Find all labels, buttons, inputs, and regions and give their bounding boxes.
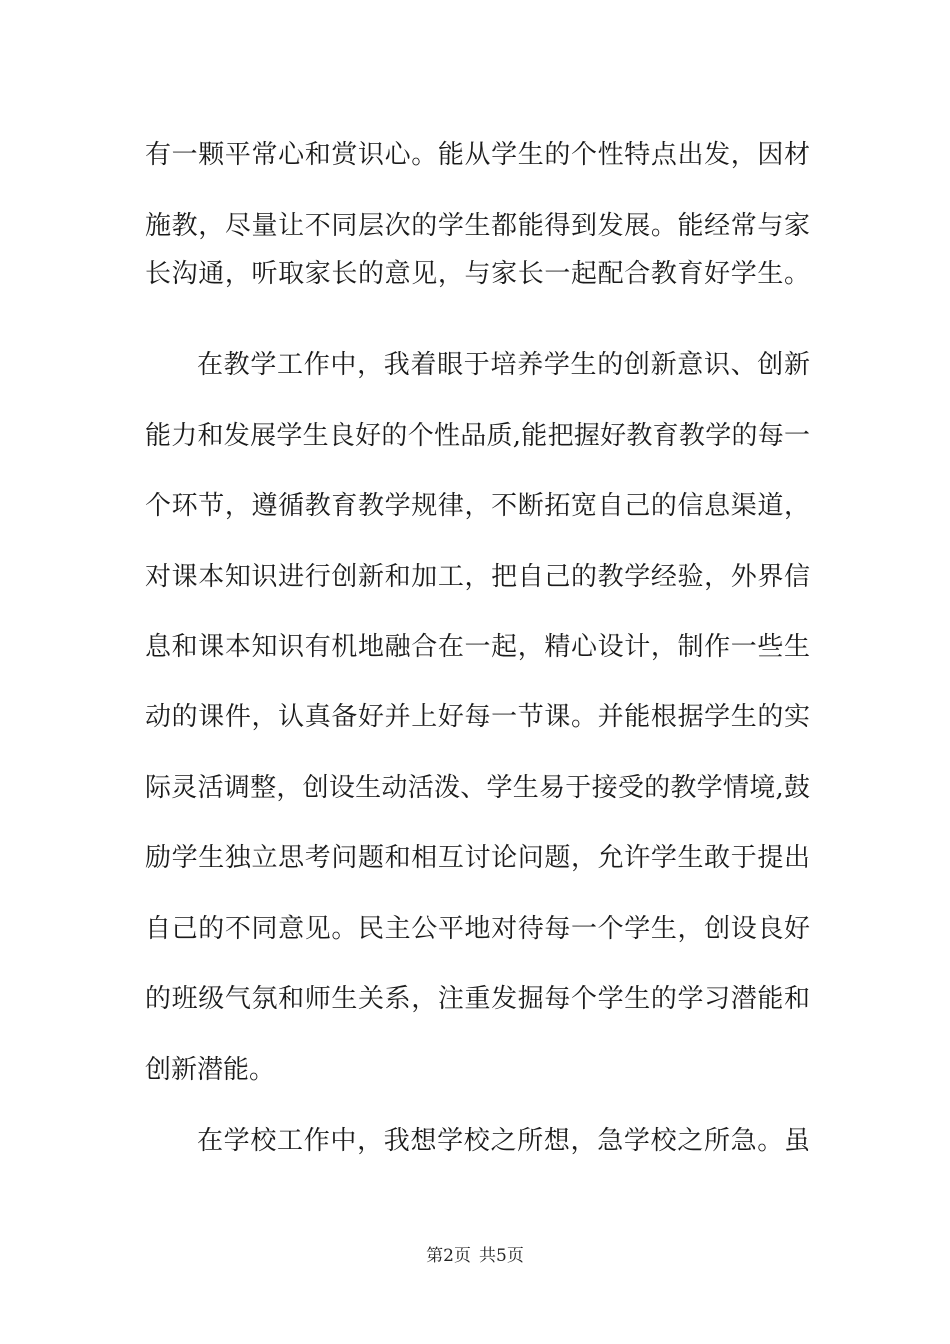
page-number: 第2页 [426,1246,471,1266]
text-line-3: 长沟通，听取家长的意见，与家长一起配合教育好学生。 [145,259,810,289]
text-line-9: 动的课件，认真备好并上好每一节课。并能根据学生的实 [145,702,810,732]
paragraph-2-line-1: 在教学工作中，我着眼于培养学生的创新意识、创新 [197,350,810,380]
paragraph-3-line-1: 在学校工作中，我想学校之所想，急学校之所急。虽 [197,1126,810,1156]
text-line-2: 施教，尽量让不同层次的学生都能得到发展。能经常与家 [145,211,810,241]
text-line-11: 励学生独立思考问题和相互讨论问题，允许学生敢于提出 [145,843,810,873]
text-line-13: 的班级气氛和师生关系，注重发掘每个学生的学习潜能和 [145,984,810,1014]
text-line-10: 际灵活调整，创设生动活泼、学生易于接受的教学情境,鼓 [145,773,810,803]
text-line-12: 自己的不同意见。民主公平地对待每一个学生，创设良好 [145,914,810,944]
text-line-5: 能力和发展学生良好的个性品质,能把握好教育教学的每一 [145,421,810,451]
text-line-14: 创新潜能。 [145,1055,276,1085]
page-total: 共5页 [479,1246,524,1266]
text-line-1: 有一颗平常心和赏识心。能从学生的个性特点出发，因材 [145,140,810,170]
text-line-8: 息和课本知识有机地融合在一起，精心设计，制作一些生 [145,632,810,662]
page-footer [0,1246,950,1266]
text-line-6: 个环节，遵循教育教学规律，不断拓宽自己的信息渠道， [145,491,810,521]
text-line-7: 对课本知识进行创新和加工，把自己的教学经验，外界信 [145,562,810,592]
